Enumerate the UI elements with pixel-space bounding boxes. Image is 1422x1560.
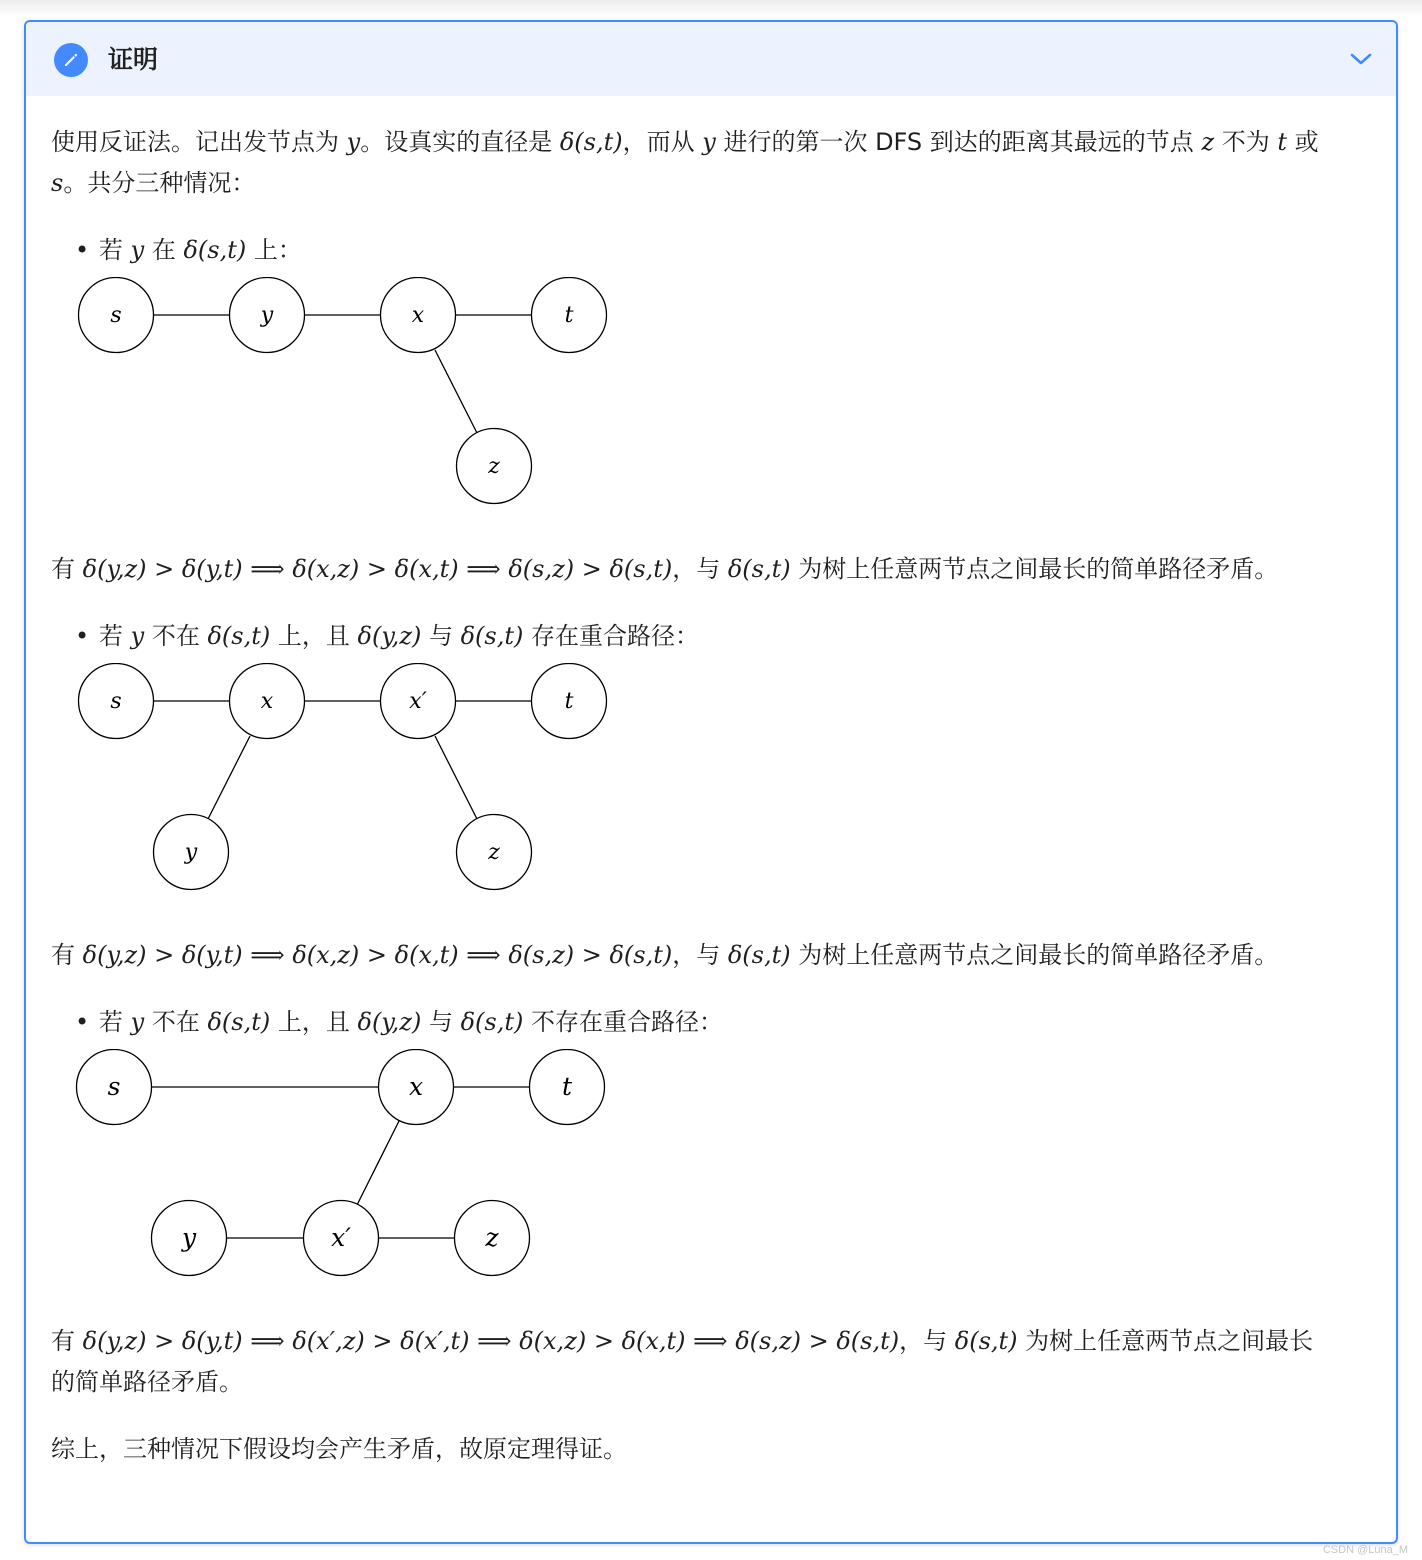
- math-delta-st: δ(s,t): [559, 128, 623, 156]
- math-delta-st: δ(s,t): [207, 622, 271, 650]
- math-s: s: [51, 169, 64, 197]
- math-inequality-chain: δ(y,z) > δ(y,t) ⟹ δ(x,z) > δ(x,t) ⟹ δ(s,z) > δ(s,t): [82, 555, 673, 583]
- intro-text: ，而从: [622, 128, 703, 156]
- case-3-conclusion: [51, 1321, 1376, 1403]
- conclusion-text: 为树上任意两节点之间最长: [1017, 1327, 1314, 1355]
- bullet-text: 不在: [144, 622, 208, 650]
- intro-text: 进行的第一次 DFS 到达的距离其最远的节点: [715, 128, 1202, 156]
- math-y: y: [346, 128, 361, 156]
- conclusion-text: 有: [51, 941, 83, 969]
- intro-text: 。设真实的直径是: [360, 128, 560, 156]
- math-y: y: [702, 128, 716, 156]
- intro-text: 或: [1287, 128, 1319, 156]
- math-y: y: [130, 622, 145, 650]
- case-2-tree-diagram: [51, 663, 651, 913]
- math-delta-st: δ(s,t): [460, 622, 524, 650]
- pencil-icon: [54, 43, 88, 77]
- bullet-text: 上，且: [270, 622, 358, 650]
- bullet-text: 若: [99, 622, 131, 650]
- math-delta-st: δ(s,t): [954, 1327, 1018, 1355]
- node-label: z: [488, 840, 500, 865]
- node-label: x: [411, 303, 425, 328]
- node-label: y: [260, 303, 274, 328]
- conclusion-text: ，与: [672, 941, 728, 969]
- page-top-shadow: [0, 0, 1422, 16]
- node-label: z: [485, 1223, 499, 1252]
- bullet-dot: •: [75, 1008, 90, 1036]
- bullet-text: 在: [144, 236, 184, 264]
- edge-x-z: [435, 350, 477, 433]
- bullet-text: 不存在重合路径：: [523, 1008, 723, 1036]
- summary-paragraph: 综上，三种情况下假设均会产生矛盾，故原定理得证。: [51, 1435, 627, 1463]
- bullet-text: 若: [99, 1008, 131, 1036]
- bullet-dot: •: [75, 236, 90, 264]
- intro-text: 不为: [1214, 128, 1278, 156]
- math-delta-st: δ(s,t): [727, 941, 791, 969]
- math-delta-st: δ(s,t): [183, 236, 247, 264]
- case-2-bullet: [75, 616, 1376, 657]
- math-inequality-chain: δ(y,z) > δ(y,t) ⟹ δ(x′,z) > δ(x′,t) ⟹ δ(x,z) > δ(x,t) ⟹ δ(s,z) > δ(s,t): [82, 1327, 900, 1355]
- case-1-conclusion: [51, 549, 1376, 590]
- math-t: t: [1277, 128, 1288, 156]
- math-y: y: [130, 236, 145, 264]
- bullet-text: 若: [99, 236, 131, 264]
- math-z: z: [1201, 128, 1215, 156]
- node-label: t: [561, 1072, 573, 1101]
- edge-x-xprime: [357, 1121, 399, 1205]
- edge-x-y: [208, 736, 250, 819]
- conclusion-text: 有: [51, 555, 83, 583]
- node-label: x: [260, 689, 274, 714]
- case-3-tree-diagram: [51, 1049, 651, 1299]
- case-1-bullet: [75, 230, 1376, 271]
- node-label: y: [181, 1223, 197, 1252]
- math-delta-st: δ(s,t): [460, 1008, 524, 1036]
- bullet-text: 上，且: [270, 1008, 358, 1036]
- node-label: t: [564, 689, 574, 714]
- admonition-body: [51, 114, 1376, 1470]
- node-label: x: [408, 1072, 424, 1101]
- admonition-title: 证明: [108, 45, 159, 74]
- bullet-text: 与: [421, 1008, 461, 1036]
- node-label: s: [110, 303, 122, 328]
- math-delta-st: δ(s,t): [207, 1008, 271, 1036]
- math-delta-st: δ(s,t): [727, 555, 791, 583]
- conclusion-text: 为树上任意两节点之间最长的简单路径矛盾。: [790, 941, 1279, 969]
- node-label: y: [184, 840, 198, 865]
- node-label: s: [110, 689, 122, 714]
- intro-paragraph: [51, 122, 1376, 204]
- node-label: x′: [409, 689, 427, 714]
- conclusion-text: 有: [51, 1327, 83, 1355]
- math-delta-yz: δ(y,z): [357, 622, 422, 650]
- conclusion-text: ，与: [899, 1327, 955, 1355]
- intro-text: 。共分三种情况：: [63, 169, 256, 197]
- conclusion-text: ，与: [672, 555, 728, 583]
- bullet-text: 存在重合路径：: [523, 622, 699, 650]
- node-label: x′: [331, 1223, 351, 1252]
- bullet-text: 与: [421, 622, 461, 650]
- math-inequality-chain: δ(y,z) > δ(y,t) ⟹ δ(x,z) > δ(x,t) ⟹ δ(s,z) > δ(s,t): [82, 941, 673, 969]
- edge-xprime-z: [435, 736, 477, 819]
- case-3-bullet: [75, 1002, 1376, 1043]
- case-2-conclusion: [51, 935, 1376, 976]
- conclusion-text: 的简单路径矛盾。: [51, 1368, 243, 1396]
- math-delta-yz: δ(y,z): [357, 1008, 422, 1036]
- bullet-dot: •: [75, 622, 90, 650]
- node-label: z: [488, 454, 500, 479]
- chevron-down-icon[interactable]: [1348, 46, 1374, 72]
- node-label: s: [107, 1072, 121, 1101]
- proof-admonition: [24, 20, 1398, 1544]
- bullet-text: 上：: [246, 236, 302, 264]
- bullet-text: 不在: [144, 1008, 208, 1036]
- conclusion-text: 为树上任意两节点之间最长的简单路径矛盾。: [790, 555, 1279, 583]
- node-label: t: [564, 303, 574, 328]
- math-y: y: [130, 1008, 145, 1036]
- case-1-tree-diagram: [51, 277, 651, 527]
- watermark: CSDN @Luna_M: [1322, 1544, 1408, 1556]
- admonition-header[interactable]: [26, 22, 1396, 96]
- intro-text: 使用反证法。记出发节点为: [51, 128, 347, 156]
